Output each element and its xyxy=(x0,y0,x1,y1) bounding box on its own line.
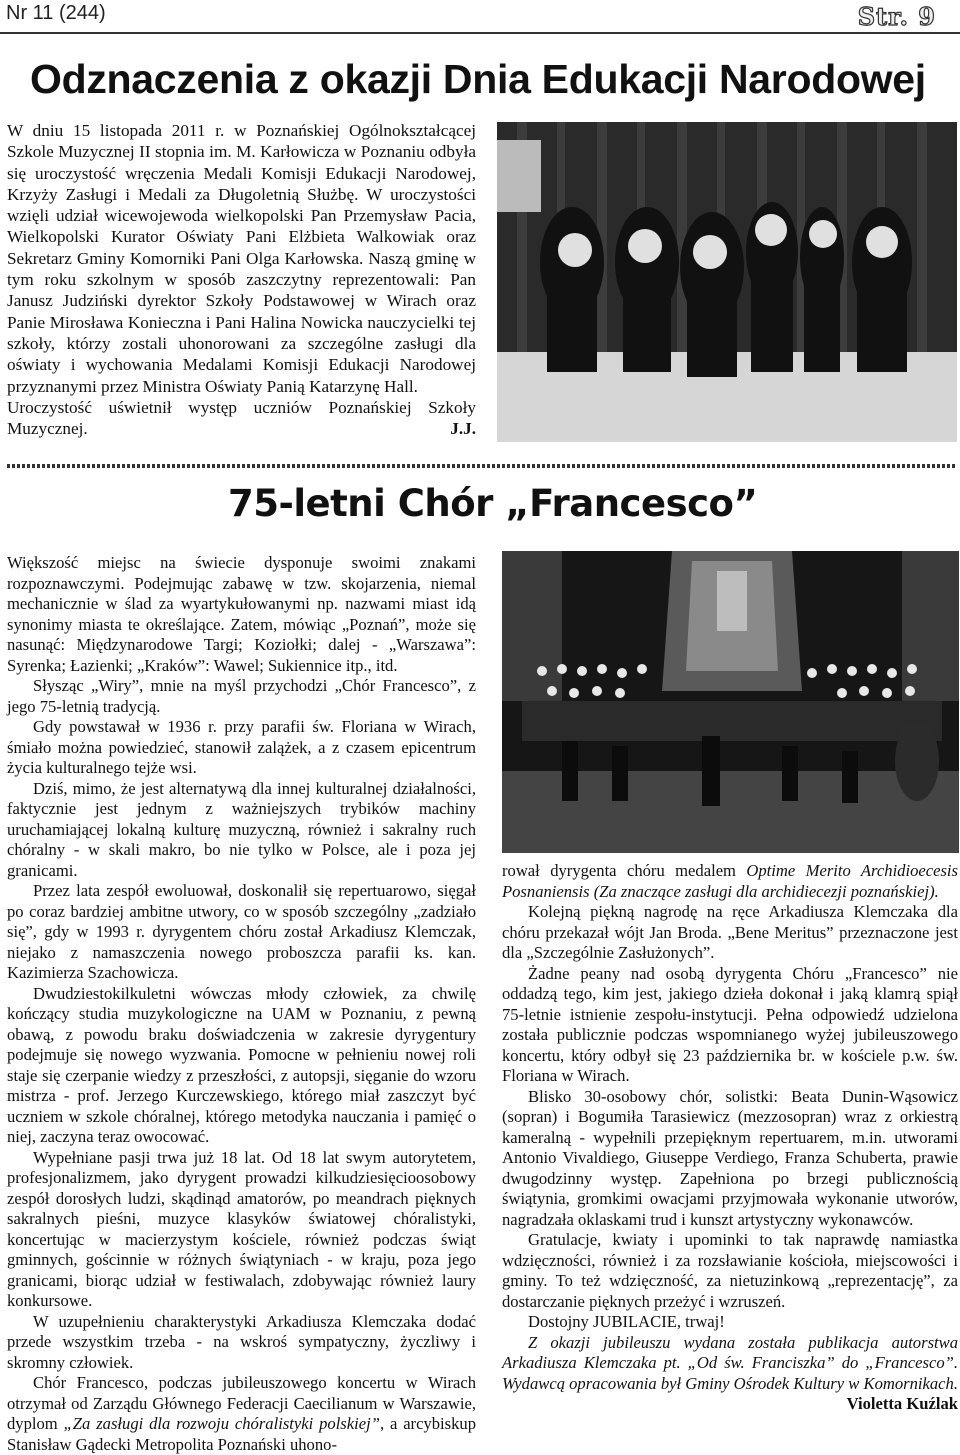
article1-signature: J.J. xyxy=(450,419,476,439)
page-number: Str. 9 xyxy=(857,2,936,31)
article2-final-note: Z okazji jubileuszu wydana została publikacja autorstwa Arkadiusza Klemczaka pt. „Od św. Franciszka” do „Francesco”. Wydawcą opracowania był Gminy Ośrodek Kultury w Komornikach. Violetta Kuźlak xyxy=(502,1332,958,1413)
article2-paragraph: Przez lata zespół ewoluował, doskonalił się repertuarowo, sięgał po coraz bardziej ambitne utwory, co w sposób szczególny „zadziało się”, gdy w 1993 r. dyrygentem chóru został Arkadiusz Klemczak, niejako z namaszczenia nowego proboszcza parafii ks. kan. Kazimierza Szachowicza. xyxy=(7,881,476,982)
article2-author: Violetta Kuźlak xyxy=(846,1394,958,1413)
article2-paragraph: Gdy powstawał w 1936 r. przy parafii św. Floriana w Wirach, śmiało można powiedzieć, stanowił zalążek, a z czasem epicentrum życia kulturalnego tejże wsi. xyxy=(7,717,476,777)
article2-paragraph: Żadne peany nad osobą dyrygenta Chóru „Francesco” nie oddadzą tego, kim jest, jakiego dzieła dokonał i jaką klamrą spiął 75-letnie istnienie zespołu-instytucji. Pełna odpowiedź udzielona została publicznie podczas wspomnianego wyżej jubileuszowego koncertu, który odbył się 23 października br. w kościele p.w. św. Floriana w Wirach. xyxy=(502,963,958,1085)
article2-paragraph: Większość miejsc na świecie dysponuje swoimi znakami rozpoznawczymi. Podejmując zabawę w tzw. skojarzenia, niemal mechanicznie w ślad za wyartykułowanymi np. nazwami miast idą synonimy miasta te określające. Zatem, mówiąc „Poznań”, może się nasunąć: Międzynarodowe Targi; Koziołki; dalej - „Warszawa”: Syrenka; Łazienki; „Kraków”: Wawel; Sukiennice itp., itd. xyxy=(7,553,476,675)
article2-paragraph: Gratulacje, kwiaty i upominki to tak naprawdę namiastka wdzięczności, również i za rozsławianie kościoła, miejscowości i gminy. To też wdzięczność, za nietuzinkową „reprezentację”, za dostarczanie pięknych przeżyć i wzruszeń. xyxy=(502,1230,958,1311)
article1-body xyxy=(7,120,476,439)
issue-number: Nr 11 (244) xyxy=(6,2,106,24)
article2-paragraph: rował dyrygenta chóru medalem Optime Merito Archidioecesis Posnaniensis (Za znaczące zasługi dla archidiecezji poznańskiej). xyxy=(502,861,959,901)
article2-title: 75-letni Chór „Francesco” xyxy=(228,482,758,525)
article2-paragraph: Wypełniane pasji trwa już 18 lat. Od 18 lat swym autorytetem, profesjonalizmem, jako dyrygent prowadzi kilkudziesięcioosobowy zespół dorosłych ludzi, skądinąd amatorów, po meandrach pięknych sakralnych pieśni, muzyce klasyków światowej chóralistyki, koncertując w macierzystym kościele, również podczas świąt gminnych, gościnnie w różnych świątyniach - w kraju, poza jego granicami, biorąc udział w festiwalach, zdobywając również laury konkursowe. xyxy=(7,1147,476,1310)
article2-paragraph: Słysząc „Wiry”, mnie na myśl przychodzi „Chór Francesco”, z jego 75-letnią tradycją. xyxy=(7,676,476,716)
article1-paragraph: Uroczystość uświetnił występ uczniów Poznańskiej Szkoły Muzycznej. J.J. xyxy=(7,397,476,439)
article2-paragraph: Dostojny JUBILACIE, trwaj! xyxy=(528,1312,725,1331)
award-ceremony-photo xyxy=(497,122,957,442)
article2-paragraph: Blisko 30-osobowy chór, solistki: Beata Dunin-Wąsowicz (sopran) i Bogumiła Tarasiewicz (mezzosopran) wraz z orkiestrą kameralną - wypełnili przepięknym repertuarem, m.in. utworami Antonio Vivaldiego, Giuseppe Verdiego, Franza Schuberta, prawie dwugodzinny występ. Zapełniona po brzegi publicznością świątynia, gromkimi owacjami przyjmowała wykonanie utworów, nagradzała oklaskami trud i kunszt artystyczny wykonawców. xyxy=(502,1086,958,1229)
article1-title: Odznaczenia z okazji Dnia Edukacji Narodowej xyxy=(30,56,926,102)
header-rule xyxy=(0,32,960,34)
article2-right-column xyxy=(502,861,958,1415)
article2-paragraph: Dziś, mimo, że jest alternatywą dla innej kulturalnej działalności, faktycznie jest jednym z ważniejszych trybików machiny uruchamiającej lokalną kulturę muzyczną, również i sakralny ruch chóralny - w skali makro, bo nie tylko w Polsce, ale i poza jej granicami. xyxy=(7,778,476,880)
article2-left-column xyxy=(7,553,476,1455)
article2-paragraph: Kolejną piękną nagrodę na ręce Arkadiusza Klemczaka dla chóru przekazał wójt Jan Broda. „Bene Meritus” przeznaczone jest dla „Szczególnie Zasłużonych”. xyxy=(502,902,958,962)
article2-paragraph: Dwudziestokilkuletni wówczas młody człowiek, za chwilę kończący studia muzykologiczne na UAM w Poznaniu, z pewną obawą, z powodu braku doświadczenia w zakresie dyrygentury podejmuje się nowego wyzwania. Pomocne w pełnieniu nowej roli staje się czerpanie wiedzy z przeszłości, z autopsji, sięganie do wzoru mistrza - prof. Jerzego Kurczewskiego, którego miał zaszczyt być uczniem w szkole chóralnej, którego metodyka nauczania i pamięć o niej, zaczyna teraz owocować. xyxy=(7,983,476,1146)
section-divider xyxy=(7,464,955,468)
article2-paragraph: W uzupełnieniu charakterystyki Arkadiusza Klemczaka dodać przede wszystkim trzeba - na wskroś sympatyczny, życzliwy i skromny człowiek. xyxy=(7,1311,476,1372)
article2-paragraph: Chór Francesco, podczas jubileuszowego koncertu w Wirach otrzymał od Zarządu Głównego Federacji Caecilianum w Warszawie, dyplom „Za zasługi dla rozwoju chóralistyki polskiej”, a arcybiskup Stanisław Gądecki Metropolita Poznański uhono- xyxy=(7,1373,477,1454)
choir-concert-photo xyxy=(502,551,959,853)
article1-paragraph: W dniu 15 listopada 2011 r. w Poznańskiej Ogólnokształcącej Szkole Muzycznej II stopnia im. M. Karłowicza w Poznaniu odbyła się uroczystość wręczenia Medali Komisji Edukacji Narodowej, Krzyży Zasługi i Medali za Długoletnią Służbę. W uroczystości wzięli udział wicewojewoda wielkopolski Pan Przemysław Pacia, Wielkopolski Kurator Oświaty Pani Elżbieta Walkowiak oraz Sekretarz Gminy Komorniki Pani Olga Karłowska. Naszą gminę w tym roku szkolnym w sposób zaszczytny reprezentowali: Pan Janusz Judziński dyrektor Szkoły Podstawowej w Wirach oraz Panie Mirosława Konieczna i Pani Halina Nowicka nauczycielki tej szkoły, którzy zostali uhonorowani za szczególne zasługi dla oświaty i wychowania Medalami Komisji Edukacji Narodowej przyznanymi przez Ministra Oświaty Panią Katarzynę Hall. xyxy=(7,121,476,396)
